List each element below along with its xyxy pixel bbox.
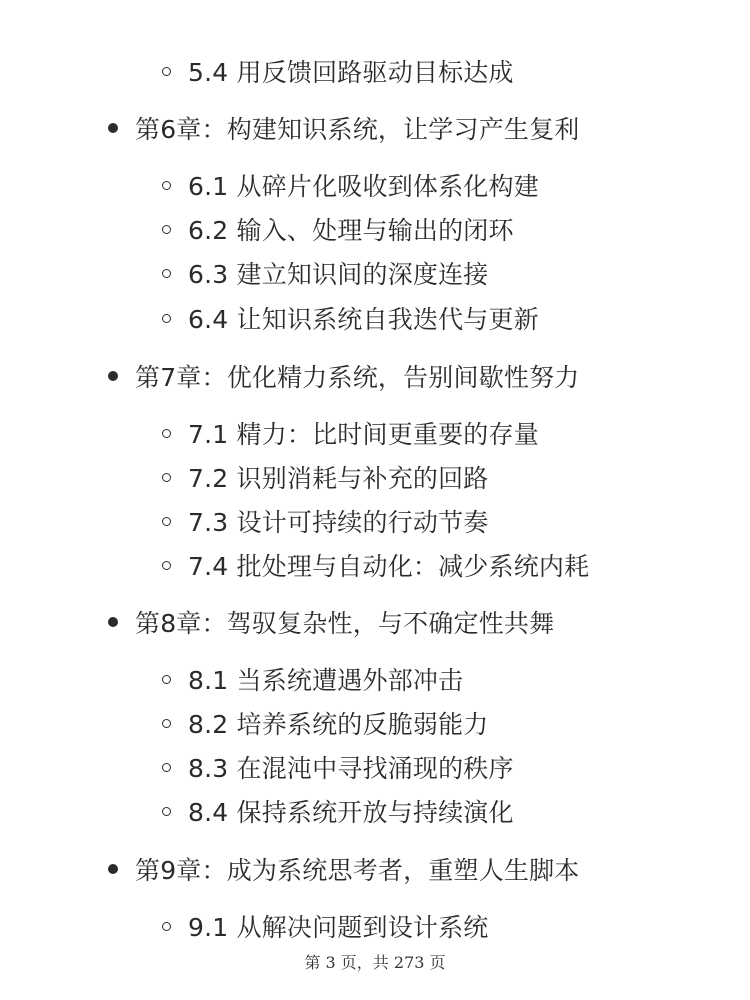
toc-item-label: 8.3 在混沌中寻找涌现的秩序 [188,754,514,783]
toc-section-item [162,659,463,699]
toc-item-label: 7.1 精力：比时间更重要的存量 [188,420,539,449]
toc-section-item [162,791,514,831]
hollow-bullet-icon [162,807,171,816]
toc-item-label: 7.2 识别消耗与补充的回路 [188,464,489,493]
hollow-bullet-icon [162,561,171,570]
hollow-bullet-icon [162,67,171,76]
toc-section-item [162,413,539,453]
toc-item-label: 8.2 培养系统的反脆弱能力 [188,710,489,739]
toc-item-label: 6.4 让知识系统自我迭代与更新 [188,305,539,334]
toc-section-item [162,253,489,293]
filled-bullet-icon [108,864,118,874]
hollow-bullet-icon [162,225,171,234]
hollow-bullet-icon [162,473,171,482]
toc-item-label: 5.4 用反馈回路驱动目标达成 [188,58,514,87]
toc-item-label: 第6章：构建知识系统，让学习产生复利 [135,115,580,144]
toc-item-label: 6.3 建立知识间的深度连接 [188,260,489,289]
hollow-bullet-icon [162,763,171,772]
toc-item-label: 9.1 从解决问题到设计系统 [188,913,489,942]
toc-section-item [162,51,514,91]
toc-section-item [162,209,514,249]
toc-chapter-item [108,108,580,148]
toc-section-item [162,457,489,497]
toc-section-item [162,703,489,743]
hollow-bullet-icon [162,719,171,728]
hollow-bullet-icon [162,429,171,438]
filled-bullet-icon [108,123,118,133]
toc-section-item [162,298,539,338]
filled-bullet-icon [108,617,118,627]
filled-bullet-icon [108,371,118,381]
toc-item-label: 第9章：成为系统思考者，重塑人生脚本 [135,856,580,885]
hollow-bullet-icon [162,922,171,931]
toc-section-item [162,906,489,946]
toc-chapter-item [108,849,580,889]
toc-item-label: 第8章：驾驭复杂性，与不确定性共舞 [135,609,555,638]
toc-item-label: 8.1 当系统遭遇外部冲击 [188,666,464,695]
hollow-bullet-icon [162,517,171,526]
hollow-bullet-icon [162,181,171,190]
page-footer: 第 3 页，共 273 页 [304,953,446,972]
hollow-bullet-icon [162,269,171,278]
toc-chapter-item [108,602,554,642]
toc-item-label: 8.4 保持系统开放与持续演化 [188,798,514,827]
hollow-bullet-icon [162,314,171,323]
toc-item-label: 6.2 输入、处理与输出的闭环 [188,216,514,245]
toc-item-label: 第7章：优化精力系统，告别间歇性努力 [135,363,580,392]
hollow-bullet-icon [162,675,171,684]
toc-chapter-item [108,356,580,396]
toc-item-label: 6.1 从碎片化吸收到体系化构建 [188,172,539,201]
toc-item-label: 7.3 设计可持续的行动节奏 [188,508,489,537]
toc-item-label: 7.4 批处理与自动化：减少系统内耗 [188,552,590,581]
toc-section-item [162,747,514,787]
toc-section-item [162,501,489,541]
toc-section-item [162,545,589,585]
toc-section-item [162,165,539,205]
